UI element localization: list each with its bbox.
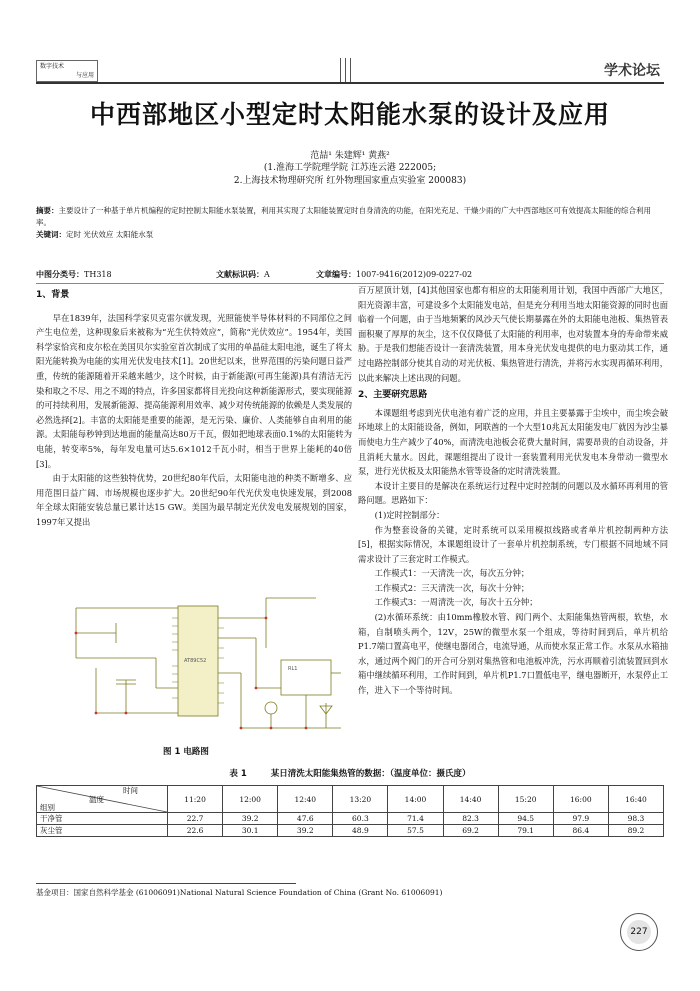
time-cell: 11:20: [168, 786, 223, 813]
circuit-svg: [56, 588, 346, 738]
page-number: 227: [627, 920, 651, 944]
section-1-paragraph-3: 百万屋顶计划，[4]其他国家也都有相应的太阳能利用计划，我国中西部广大地区，阳光资源丰富，可建设多个太阳能发电站，但是充分利用当地太阳能资源的同时也面临着一个问题，由于当地频繁的风沙天气使长期暴露在外的太阳能电池板、集热管表面积聚了厚厚的灰尘，这不仅仅降低了太阳能的利用率，也对装置本身的寿命带来威胁。于是我们想能否设计一套清洗装置，用本身光伏发电提供的电力驱动其工作，通过电路控制部分使其自动的对光伏板、集热管进行清洗，并将污水实现再循环利用，以此来解决上述出现的问题。: [358, 285, 668, 383]
time-cell: 12:00: [223, 786, 278, 813]
data-cell: 30.1: [223, 825, 278, 837]
abstract-label: 摘要：: [36, 206, 59, 215]
time-cell: 12:40: [278, 786, 333, 813]
header-bars-decoration: [340, 58, 356, 84]
data-cell: 39.2: [223, 813, 278, 825]
data-cell: 89.2: [608, 825, 663, 837]
keywords-label: 关键词：: [36, 230, 66, 239]
work-mode-1: 工作模式1：一天清洗一次，每次五分钟；: [374, 568, 530, 579]
journal-logo: [36, 60, 98, 82]
row-label: 干净管: [37, 813, 168, 825]
section-2-paragraph-5: (2)水循环系统：由10mm橡胶水管、阀门两个、太阳能集热管两根，软垫，水箱，自制喷头两个，12V，25W的微型水泵一个组成，等待时间到后，单片机给P1.7端口置高电平，使继电器闭合，电流导通，从而使水泵正常工作。水泵从水箱抽水，通过两个阀门的开合可分别对集热管和电池板冲洗，污水再顺着引流装置回到水箱中继续循环利用，工作时间到，单片机P1.7口置低电平，继电器断开，水泵停止工作，进入下一个等待时间。: [358, 612, 668, 696]
logo-line2: 与应用: [75, 72, 94, 79]
affiliations: [0, 162, 700, 188]
work-mode-2: 工作模式2：三天清洗一次，每次十分钟；: [374, 582, 530, 593]
data-cell: 79.1: [498, 825, 553, 837]
table-row: [37, 825, 664, 837]
page-number-badge: [620, 913, 658, 951]
data-cell: 98.3: [608, 813, 663, 825]
time-cell: 16:00: [553, 786, 608, 813]
logo-line1: 数字技术: [40, 63, 65, 70]
section-2-paragraph-2: 本设计主要目的是解决在系统运行过程中定时控制的问题以及水循环再利用的管路问题。思路如下：: [358, 480, 668, 506]
affiliation-2: 2.上海技术物理研究所 红外物理国家重点实验室 200083): [233, 176, 467, 186]
right-column: [358, 283, 668, 698]
table-number: 表 1: [229, 769, 247, 779]
left-column: [36, 290, 352, 530]
data-cell: 82.3: [443, 813, 498, 825]
data-cell: 97.9: [553, 813, 608, 825]
section-1-heading: 1、背景: [36, 290, 70, 300]
abstract-text: 主要设计了一种基于单片机编程的定时控制太阳能水泵装置，利用其实现了太阳能装置定时自身清洗的功能，在阳光充足、干燥少雨的广大中西部地区可有效提高太阳能的综合利用率。: [36, 206, 651, 227]
clc-field: 中图分类号：TH318: [36, 269, 112, 279]
table-header-row: [37, 786, 664, 813]
data-cell: 69.2: [443, 825, 498, 837]
data-cell: 94.5: [498, 813, 553, 825]
section-1-paragraph-1: 早在1839年，法国科学家贝克雷尔就发现，光照能使半导体材料的不同部位之间产生电位差，这种现象后来被称为“光生伏特效应”，简称“光伏效应”。1954年，美国科学家恰宾和皮尔松在美国贝尔实验室首次制成了实用的单晶硅太阳电池，诞生了将太阳光能转换为电能的实用光伏发电技术[1]。20世纪以来，世界范围的污染问题日益严重，传统的能源随着开采越来越少，这个时候，由于新能源(可再生能源)具有清洁无污染和取之不尽、用之不竭的特点，许多国家都将目光投向这种新能源形式，要实现能源的可持续利用，发展新能源、提高能源利用效率、减少对传统能源的依赖是人类发展的必然选择[2]。丰富的太阳能是重要的能源，是无污染、廉价、人类能够自由利用的能源。太阳能每秒钟到达地面的能量高达80万千瓦，假如把地球表面0.1%的太阳能转为电能，转变率5%，每年发电量可达5.6×1012千瓦小时，相当于世界上能耗的40倍[3]。: [36, 312, 352, 469]
paper-title: 中西部地区小型定时太阳能水泵的设计及应用: [89, 100, 610, 129]
data-cell: 47.6: [278, 813, 333, 825]
affiliation-1: (1.淮海工学院理学院 江苏连云港 222005;: [263, 163, 437, 173]
time-cell: 16:40: [608, 786, 663, 813]
header-temp-label: 温度: [89, 795, 104, 804]
header-group-label: 组别: [40, 803, 55, 812]
section-1-paragraph-2: 由于太阳能的这些独特优势，20世纪80年代后，太阳能电池的种类不断增多、应用范围日益广阔、市场规模也逐步扩大。20世纪90年代光伏发电快速发展，到2008 年全球太阳能安装总量已累计达15 GW。美国为最早制定光伏发电发展规划的国家，1997年又提出: [36, 473, 352, 527]
doccode-field: 文献标识码：A: [216, 269, 270, 279]
data-cell: 57.5: [388, 825, 443, 837]
table-title: 某日清洗太阳能集热管的数据：（温度单位：摄氏度）: [270, 769, 471, 779]
keywords: 定时 光伏效应 太阳能水泵: [66, 230, 154, 239]
chip-label: AT89C52: [184, 658, 207, 664]
circuit-diagram: [56, 588, 346, 738]
data-cell: 71.4: [388, 813, 443, 825]
time-cell: 13:20: [333, 786, 388, 813]
table-row: [37, 813, 664, 825]
data-cell: 39.2: [278, 825, 333, 837]
data-cell: 60.3: [333, 813, 388, 825]
table-caption: [0, 767, 700, 779]
data-table: [36, 785, 664, 837]
section-tag: 学术论坛: [604, 63, 660, 79]
funding-footnote: 基金项目：国家自然科学基金 (61006091)National Natural Science Foundation of China (Grant No. 61006091): [36, 888, 443, 897]
relay-label: RL1: [288, 666, 298, 672]
section-2-heading: 2、主要研究思路: [358, 390, 428, 401]
artno-field: 文章编号：1007-9416(2012)09-0227-02: [316, 269, 473, 279]
footnote-rule: [36, 883, 296, 884]
work-mode-3: 工作模式3：一周清洗一次，每次十五分钟；: [374, 597, 538, 608]
data-cell: 22.7: [168, 813, 223, 825]
time-cell: 14:00: [388, 786, 443, 813]
data-cell: 22.6: [168, 825, 223, 837]
header-time-label: 时间: [123, 786, 138, 795]
section-2-paragraph-3: (1)定时控制部分：: [374, 509, 445, 520]
data-cell: 48.9: [333, 825, 388, 837]
time-cell: 15:20: [498, 786, 553, 813]
data-cell: 86.4: [553, 825, 608, 837]
authors: 范喆¹ 朱建辉¹ 黄燕²: [310, 151, 390, 161]
time-cell: 14:40: [443, 786, 498, 813]
header-rule: [36, 82, 664, 84]
figure-caption: 图 1 电路图: [163, 747, 209, 757]
abstract-block: [36, 205, 664, 241]
table-header-cell: [37, 786, 168, 813]
section-2-paragraph-1: 本课题组考虑到光伏电池有着广泛的应用，并且主要暴露于尘埃中，而尘埃会破坏地球上的太阳能设备，例如，阿联酋的一个大型10兆瓦太阳能发电厂就因为沙尘暴而使电力生产减少了40%，而清洗电池板会花费大量时间，需要昂贵的自动设备，并且消耗大量水。因此，课题组提出了设计一套装置利用光伏发电本身带动一微型水泵，进行光伏板及太阳能热水管等设备的定时清洗装置。: [358, 407, 668, 477]
section-2-paragraph-4: 作为整套设备的关键，定时系统可以采用模拟线路或者单片机控制两种方法[5]，根据实际情况，本课题组设计了一套单片机控制系统，专门根据不同地域不同需求设计了三套定时工作模式。: [358, 524, 668, 564]
row-label: 灰尘管: [37, 825, 168, 837]
